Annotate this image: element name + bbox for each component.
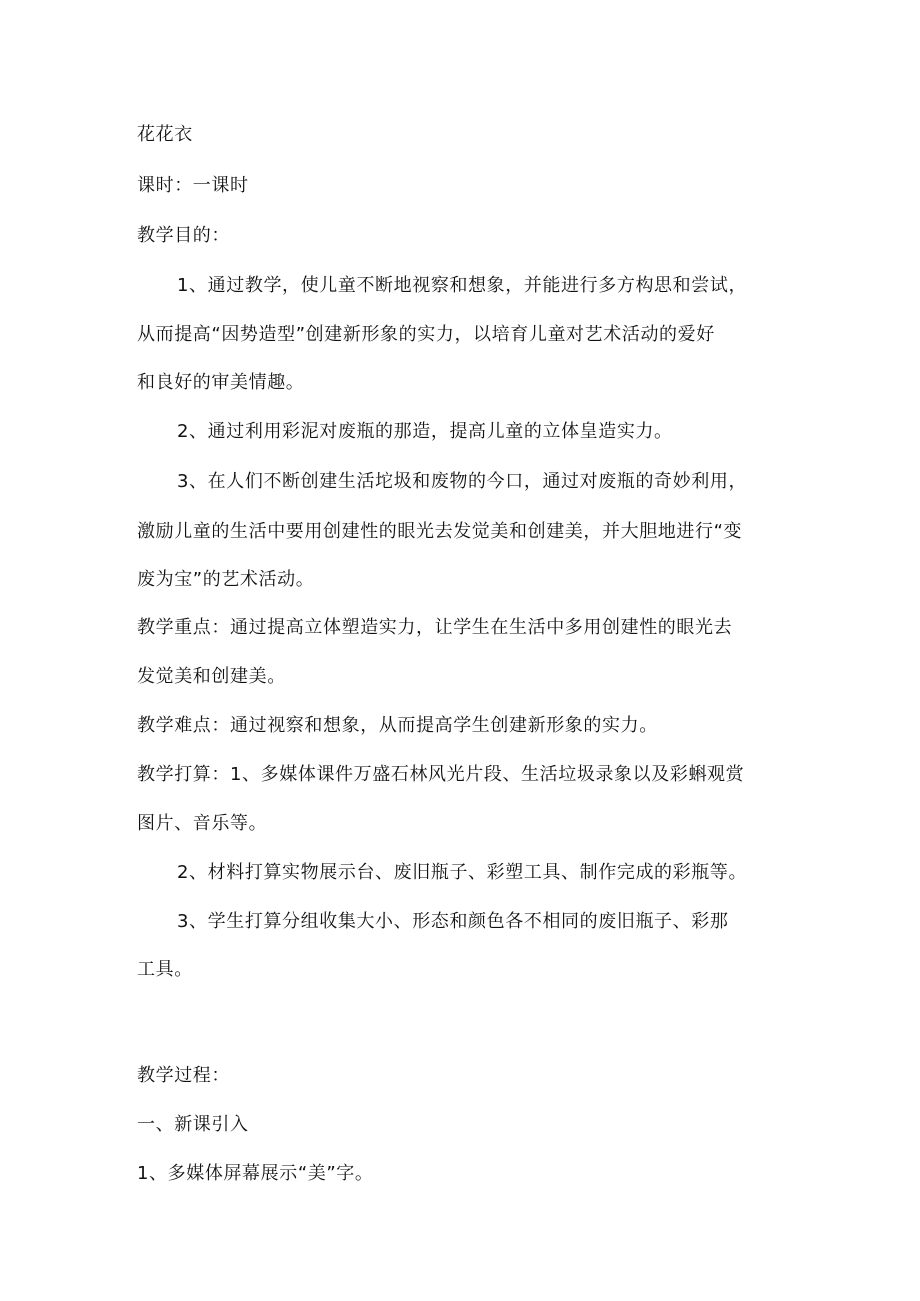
preparation-1-line-1: 教学打算：1、多媒体课件万盛石林风光片段、生活垃圾录象以及彩蝌观赏 [137,764,745,785]
objective-1-line-1: 1、通过教学，使儿童不断地视察和想象，并能进行多方构思和尝试， [177,275,748,296]
preparation-2-line-1: 2、材料打算实物展示台、废旧瓶子、彩塑工具、制作完成的彩瓶等。 [177,862,748,883]
objective-3-line-1: 3、在人们不断创建生活坨圾和废物的今口，通过对废瓶的奇妙利用， [177,471,748,492]
preparation-3-line-2: 工具。 [137,959,193,980]
preparation-3-line-1: 3、学生打算分组收集大小、形态和颜色各不相同的废旧瓶子、彩那 [177,911,729,932]
objectives-heading: 教学目的： [137,225,230,246]
objective-3-line-2: 激励儿童的生活中要用创建性的眼光去发觉美和创建美，并大胆地进行“变 [137,521,743,542]
key-point-line-1: 教学重点：通过提高立体塑造实力，让学生在生活中多用创建性的眼光去 [137,617,733,638]
step-1: 1、多媒体屏幕展示“美”字。 [137,1163,374,1184]
objective-2-line-1: 2、通过利用彩泥对废瓶的那造，提高儿童的立体皇造实力。 [177,421,673,442]
objective-1-line-2: 从而提高“因势造型”创建新形象的实力，以培育儿童对艺术活动的爱好 [137,324,715,345]
preparation-1-line-2: 图片、音乐等。 [137,813,268,834]
objective-3-line-3: 废为宝”的艺术活动。 [137,569,315,590]
section-1-heading: 一、新课引入 [137,1114,249,1135]
document-title: 花花衣 [137,124,193,145]
lesson-period: 课时：一课时 [137,175,249,196]
objective-1-line-3: 和良好的审美情趣。 [137,372,305,393]
key-point-line-2: 发觉美和创建美。 [137,666,286,687]
process-heading: 教学过程： [137,1065,230,1086]
difficulty-line-1: 教学难点：通过视察和想象，从而提高学生创建新形象的实力。 [137,715,658,736]
